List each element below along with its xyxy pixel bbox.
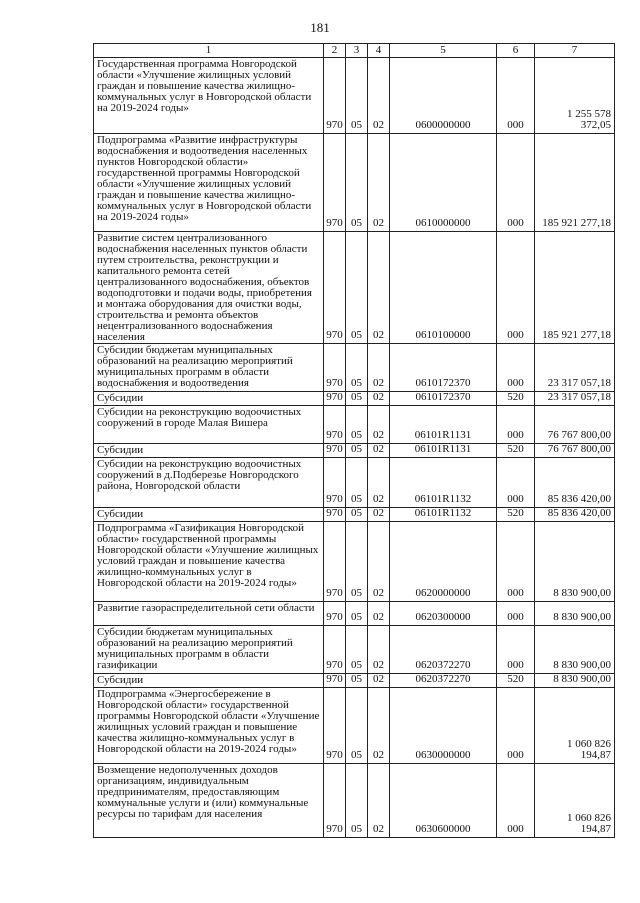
expense-type-cell: 000 [497,688,535,764]
item-name-cell: Подпрограмма «Энергосбережение в Новгородской области» государственной программы Новгородской области «Улучшение жилищных условий граждан и повышение качества жилищно-коммунальных услуг в Новгородской области на 2019-2024 годы» [94,688,324,764]
target-article-cell: 0610100000 [390,232,497,344]
amount-cell: 85 836 420,00 [535,458,615,508]
subsection-code-cell: 02 [368,458,390,508]
section-code-cell: 05 [346,508,368,522]
expense-type-cell: 000 [497,626,535,674]
item-name-cell: Субсидии [94,508,324,522]
target-article-cell: 06101R1132 [390,508,497,522]
table-row [94,522,615,602]
target-article-cell: 0610172370 [390,344,497,392]
section-code-cell: 05 [346,134,368,232]
expense-type-cell: 000 [497,406,535,444]
grbs-code-cell: 970 [324,508,346,522]
item-name-cell: Развитие систем централизованного водоснабжения населенных пунктов области путем строительства, реконструкции и капитального ремонта сетей централизованного водоснабжения, объектов водоподготовки и подачи воды, приобретения и монтажа оборудования для очистки воды, строительства и ремонта объектов нецентрализованного водоснабжения населения [94,232,324,344]
amount-cell: 1 060 826 194,87 [535,764,615,838]
grbs-code-cell: 970 [324,626,346,674]
target-article-cell: 06101R1132 [390,458,497,508]
subsection-code-cell: 02 [368,232,390,344]
table-row [94,508,615,522]
table-row [94,58,615,134]
item-name-cell: Субсидии на реконструкцию водоочистных сооружений в городе Малая Вишера [94,406,324,444]
grbs-code-cell: 970 [324,134,346,232]
column-header: 3 [346,44,368,58]
amount-cell: 76 767 800,00 [535,406,615,444]
expense-type-cell: 000 [497,344,535,392]
amount-cell: 8 830 900,00 [535,602,615,626]
amount-cell: 85 836 420,00 [535,508,615,522]
page-number: 181 [310,20,330,35]
section-code-cell: 05 [346,406,368,444]
table-row [94,602,615,626]
subsection-code-cell: 02 [368,626,390,674]
expense-type-cell: 520 [497,444,535,458]
amount-cell: 8 830 900,00 [535,674,615,688]
subsection-code-cell: 02 [368,58,390,134]
expense-type-cell: 000 [497,458,535,508]
subsection-code-cell: 02 [368,522,390,602]
column-header: 2 [324,44,346,58]
table-header-row [94,44,615,58]
budget-table [93,43,615,838]
subsection-code-cell: 02 [368,674,390,688]
item-name-cell: Субсидии бюджетам муниципальных образований на реализацию мероприятий муниципальных программ в области газификации [94,626,324,674]
expense-type-cell: 000 [497,58,535,134]
grbs-code-cell: 970 [324,522,346,602]
expense-type-cell: 000 [497,764,535,838]
table-row [94,232,615,344]
expense-type-cell: 520 [497,508,535,522]
target-article-cell: 0630000000 [390,688,497,764]
section-code-cell: 05 [346,764,368,838]
column-header: 6 [497,44,535,58]
section-code-cell: 05 [346,626,368,674]
grbs-code-cell: 970 [324,232,346,344]
amount-cell: 1 060 826 194,87 [535,688,615,764]
table-row [94,458,615,508]
subsection-code-cell: 02 [368,602,390,626]
target-article-cell: 0620000000 [390,522,497,602]
column-header: 4 [368,44,390,58]
expense-type-cell: 000 [497,602,535,626]
target-article-cell: 06101R1131 [390,406,497,444]
section-code-cell: 05 [346,458,368,508]
grbs-code-cell: 970 [324,406,346,444]
item-name-cell: Подпрограмма «Развитие инфраструктуры водоснабжения и водоотведения населенных пунктов Новгородской области» государственной программы Новгородской области «Улучшение жилищных условий граждан и повышение качества жилищно-коммунальных услуг в Новгородской области на 2019-2024 годы» [94,134,324,232]
item-name-cell: Субсидии бюджетам муниципальных образований на реализацию мероприятий муниципальных программ в области водоснабжения и водоотведения [94,344,324,392]
section-code-cell: 05 [346,522,368,602]
item-name-cell: Субсидии [94,674,324,688]
section-code-cell: 05 [346,232,368,344]
item-name-cell: Подпрограмма «Газификация Новгородской области» государственной программы Новгородской области «Улучшение жилищных условий граждан и повышение качества жилищно-коммунальных услуг в Новгородской области на 2019-2024 годы» [94,522,324,602]
target-article-cell: 0630600000 [390,764,497,838]
amount-cell: 185 921 277,18 [535,134,615,232]
subsection-code-cell: 02 [368,406,390,444]
column-header: 5 [390,44,497,58]
item-name-cell: Субсидии [94,444,324,458]
amount-cell: 23 317 057,18 [535,344,615,392]
section-code-cell: 05 [346,58,368,134]
subsection-code-cell: 02 [368,508,390,522]
amount-cell: 23 317 057,18 [535,392,615,406]
expense-type-cell: 000 [497,232,535,344]
amount-cell: 8 830 900,00 [535,522,615,602]
amount-cell: 1 255 578 372,05 [535,58,615,134]
grbs-code-cell: 970 [324,392,346,406]
section-code-cell: 05 [346,674,368,688]
grbs-code-cell: 970 [324,444,346,458]
grbs-code-cell: 970 [324,674,346,688]
table-row [94,406,615,444]
item-name-cell: Субсидии [94,392,324,406]
section-code-cell: 05 [346,344,368,392]
column-header: 7 [535,44,615,58]
target-article-cell: 0610000000 [390,134,497,232]
expense-type-cell: 000 [497,134,535,232]
table-row [94,688,615,764]
subsection-code-cell: 02 [368,764,390,838]
grbs-code-cell: 970 [324,458,346,508]
section-code-cell: 05 [346,392,368,406]
grbs-code-cell: 970 [324,344,346,392]
table-row [94,444,615,458]
item-name-cell: Возмещение недополученных доходов организациям, индивидуальным предпринимателям, предоставляющим коммунальные услуги и (или) коммунальные ресурсы по тарифам для населения [94,764,324,838]
table-row [94,674,615,688]
section-code-cell: 05 [346,602,368,626]
target-article-cell: 0620300000 [390,602,497,626]
target-article-cell: 06101R1131 [390,444,497,458]
amount-cell: 185 921 277,18 [535,232,615,344]
table-row [94,392,615,406]
table-row [94,626,615,674]
target-article-cell: 0600000000 [390,58,497,134]
subsection-code-cell: 02 [368,392,390,406]
item-name-cell: Субсидии на реконструкцию водоочистных сооружений в д.Подберезье Новгородского района, Новгородской области [94,458,324,508]
column-header: 1 [94,44,324,58]
expense-type-cell: 520 [497,392,535,406]
expense-type-cell: 000 [497,522,535,602]
section-code-cell: 05 [346,444,368,458]
grbs-code-cell: 970 [324,602,346,626]
target-article-cell: 0610172370 [390,392,497,406]
table-row [94,134,615,232]
subsection-code-cell: 02 [368,134,390,232]
target-article-cell: 0620372270 [390,674,497,688]
table-row [94,344,615,392]
target-article-cell: 0620372270 [390,626,497,674]
table-row [94,764,615,838]
subsection-code-cell: 02 [368,344,390,392]
subsection-code-cell: 02 [368,688,390,764]
grbs-code-cell: 970 [324,688,346,764]
item-name-cell: Развитие газораспределительной сети области [94,602,324,626]
subsection-code-cell: 02 [368,444,390,458]
grbs-code-cell: 970 [324,58,346,134]
grbs-code-cell: 970 [324,764,346,838]
amount-cell: 76 767 800,00 [535,444,615,458]
expense-type-cell: 520 [497,674,535,688]
amount-cell: 8 830 900,00 [535,626,615,674]
section-code-cell: 05 [346,688,368,764]
item-name-cell: Государственная программа Новгородской области «Улучшение жилищных условий граждан и повышение качества жилищно-коммунальных услуг в Новгородской области на 2019-2024 годы» [94,58,324,134]
